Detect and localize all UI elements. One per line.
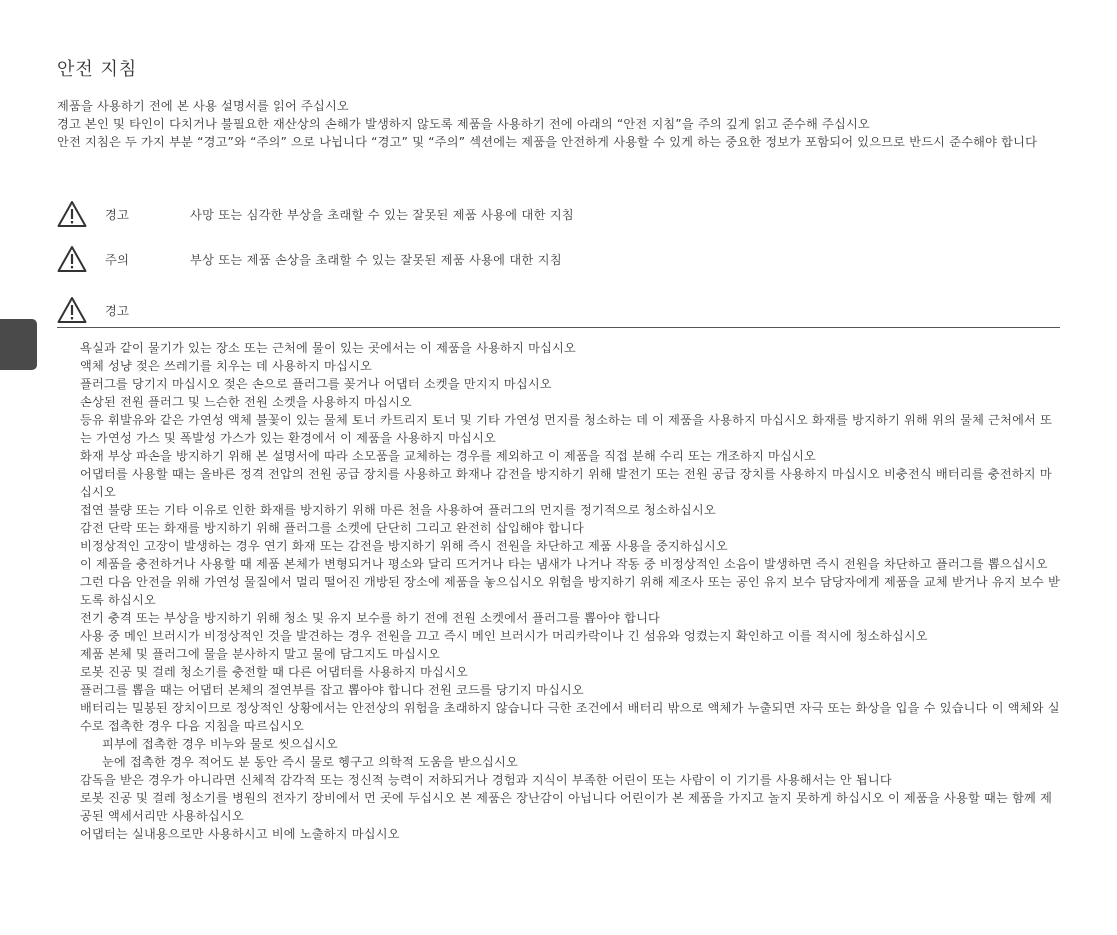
warning-item: 로봇 진공 및 걸레 청소기를 충전할 때 다른 어댑터를 사용하지 마십시오 <box>80 665 468 679</box>
warning-item: 전기 충격 또는 부상을 방지하기 위해 청소 및 유지 보수를 하기 전에 전원 소켓에서 플러그를 뽑아야 합니다 <box>80 611 661 625</box>
warning-item: 감전 단락 또는 화재를 방지하기 위해 플러그를 소켓에 단단히 그리고 완전히 삽입해야 합니다 <box>80 521 584 535</box>
warning-item: 배터리는 밀봉된 장치이므로 정상적인 상황에서는 안전상의 위험을 초래하지 않습니다 극한 조건에서 배터리 밖으로 액체가 누출되면 자극 또는 화상을 입을 수 있습니다 이 액체와 실수로 접촉한 경우 다음 지침을 따르십시오 <box>80 701 1060 733</box>
warning-item: 이 제품을 충전하거나 사용할 때 제품 본체가 변형되거나 평소와 달리 뜨거거나 타는 냄새가 나거나 작동 중 비정상적인 소음이 발생하면 즉시 전원을 차단하고 플러그를 뽑으십시오 그런 다음 안전을 위해 가연성 물질에서 멀리 떨어진 개방된 장소에 제품을 놓으십시오 위험을 방지하기 위해 제조사 또는 공인 유지 보수 담당자에게 제품을 교체 받거나 유지 보수 받도록 하십시오 <box>80 557 1060 607</box>
warning-triangle-icon <box>57 200 87 228</box>
warning-item: 화재 부상 파손을 방지하기 위해 본 설명서에 따라 소모품을 교체하는 경우를 제외하고 이 제품을 직접 분해 수리 또는 개조하지 마십시오 <box>80 449 816 463</box>
warning-item: 욕실과 같이 물기가 있는 장소 또는 근처에 물이 있는 곳에서는 이 제품을 사용하지 마십시오 <box>80 341 576 355</box>
symbol-label: 경고 <box>105 208 130 222</box>
warning-triangle-icon <box>57 296 87 324</box>
intro-line: 경고 본인 및 타인이 다치거나 불필요한 재산상의 손해가 발생하지 않도록 제품을 사용하기 전에 아래의 “안전 지침”을 주의 깊게 읽고 준수해 주십시오 <box>57 117 870 131</box>
warning-item: 플러그를 뽑을 때는 어댑터 본체의 절연부를 잡고 뽑아야 합니다 전원 코드를 당기지 마십시오 <box>80 683 584 697</box>
warning-item: 어댑터를 사용할 때는 올바른 정격 전압의 전원 공급 장치를 사용하고 화재나 감전을 방지하기 위해 발전기 또는 전원 공급 장치를 사용하지 마십시오 비충전식 배터리를 충전하지 마십시오 <box>80 467 1052 499</box>
symbol-label: 주의 <box>105 253 130 267</box>
symbol-row-warning <box>57 200 1060 230</box>
section-heading-warning <box>57 296 1060 326</box>
warning-item: 등유 휘발유와 같은 가연성 액체 불꽃이 있는 물체 토너 카트리지 토너 및 기타 가연성 먼지를 청소하는 데 이 제품을 사용하지 마십시오 화재를 방지하기 위해 위의 물체 근처에서 또는 가연성 가스 및 폭발성 가스가 있는 환경에서 이 제품을 사용하지 마십시오 <box>80 413 1053 445</box>
intro-text <box>57 97 1060 151</box>
intro-line: 제품을 사용하기 전에 본 사용 설명서를 읽어 주십시오 <box>57 99 349 113</box>
warning-item: 어댑터는 실내용으로만 사용하시고 비에 노출하지 마십시오 <box>80 827 400 841</box>
warning-item: 로봇 진공 및 걸레 청소기를 병원의 전자기 장비에서 먼 곳에 두십시오 본 제품은 장난감이 아닙니다 어린이가 본 제품을 가지고 놀지 못하게 하십시오 이 제품을 사용할 때는 함께 제공된 액세서리만 사용하십시오 <box>80 791 1053 823</box>
warning-list <box>80 339 1060 843</box>
warning-triangle-icon <box>57 245 87 273</box>
page-title: 안전 지침 <box>57 59 138 80</box>
warning-item: 플러그를 당기지 마십시오 젖은 손으로 플러그를 꽂거나 어댑터 소켓을 만지지 마십시오 <box>80 377 552 391</box>
warning-subitem: 눈에 접촉한 경우 적어도 분 동안 즉시 물로 헹구고 의학적 도움을 받으십시오 <box>102 755 518 769</box>
warning-item: 손상된 전원 플러그 및 느슨한 전원 소켓을 사용하지 마십시오 <box>80 395 412 409</box>
symbol-description: 부상 또는 제품 손상을 초래할 수 있는 잘못된 제품 사용에 대한 지침 <box>190 253 562 267</box>
warning-subitem: 피부에 접촉한 경우 비누와 물로 씻으십시오 <box>102 737 338 751</box>
section-divider <box>57 327 1060 328</box>
symbol-row-caution <box>57 245 1060 275</box>
intro-line: 안전 지침은 두 가지 부분 “경고”와 “주의” 으로 나뉩니다 “경고” 및 “주의” 섹션에는 제품을 안전하게 사용할 수 있게 하는 중요한 정보가 포함되어 있으므로 반드시 준수해야 합니다 <box>57 135 1038 149</box>
warning-item: 감독을 받은 경우가 아니라면 신체적 감각적 또는 정신적 능력이 저하되거나 경험과 지식이 부족한 어린이 또는 사람이 이 기기를 사용해서는 안 됩니다 <box>80 773 892 787</box>
warning-item: 사용 중 메인 브러시가 비정상적인 것을 발견하는 경우 전원을 끄고 즉시 메인 브러시가 머리카락이나 긴 섬유와 엉켰는지 확인하고 이를 적시에 청소하십시오 <box>80 629 928 643</box>
warning-item: 접연 불량 또는 기타 이유로 인한 화재를 방지하기 위해 마른 천을 사용하여 플러그의 먼지를 정기적으로 청소하십시오 <box>80 503 716 517</box>
warning-item: 액체 성냥 젖은 쓰레기를 치우는 데 사용하지 마십시오 <box>80 359 372 373</box>
warning-item: 비정상적인 고장이 발생하는 경우 연기 화재 또는 감전을 방지하기 위해 즉시 전원을 차단하고 제품 사용을 중지하십시오 <box>80 539 728 553</box>
section-label: 경고 <box>105 304 130 318</box>
symbol-description: 사망 또는 심각한 부상을 초래할 수 있는 잘못된 제품 사용에 대한 지침 <box>190 208 574 222</box>
page-side-tab <box>0 319 37 370</box>
warning-item: 제품 본체 및 플러그에 물을 분사하지 말고 물에 담그지도 마십시오 <box>80 647 440 661</box>
